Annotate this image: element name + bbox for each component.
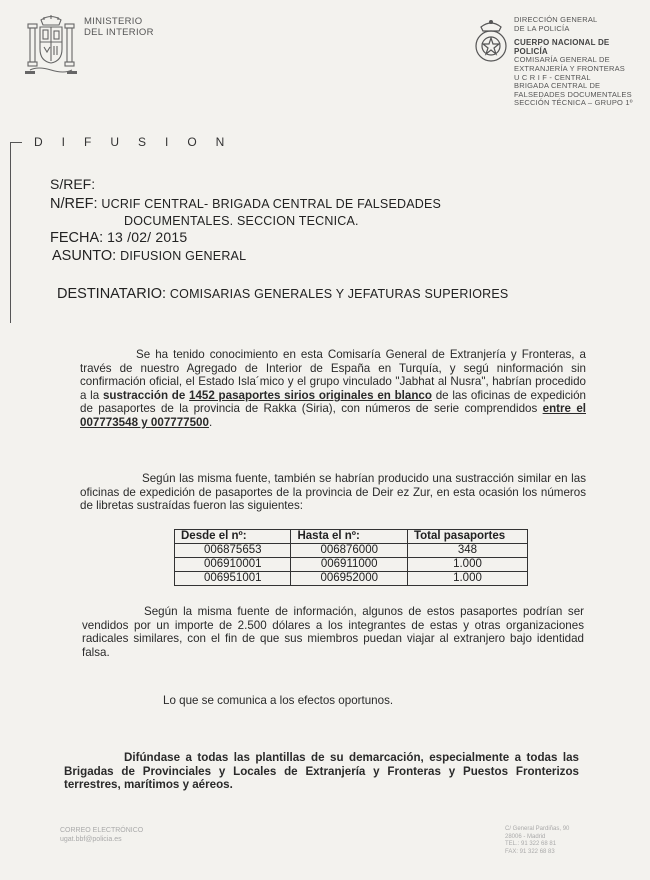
spain-coat-of-arms-icon <box>24 14 78 76</box>
police-header <box>470 14 645 134</box>
difusion-frame <box>10 142 22 323</box>
table-cell: 006876000 <box>291 544 407 558</box>
paragraph-sale-info: Según la misma fuente de información, algunos de estos pasaportes podrían ser vendidos por un importe de 2.500 dólares a los integrantes de estas y otras organizaciones radicales similares, con el fin de que sus miembros puedan viajar al extranjero bajo identidad falsa. <box>82 605 584 659</box>
destinatario-label: DESTINATARIO: <box>57 286 167 302</box>
column-header: Hasta el nº: <box>291 530 407 544</box>
nref-value: UCRIF CENTRAL- BRIGADA CENTRAL DE FALSEDADES <box>101 197 442 211</box>
sref-label: S/REF: <box>50 176 96 192</box>
paragraph-closing: Lo que se comunica a los efectos oportunos. <box>163 694 394 707</box>
paragraph-theft-report: Se ha tenido conocimiento en esta Comisaría General de Extranjería y Fronteras, a través de nuestro Agregado de Interior de España en Turquía, y segú ninformación sin confirmación oficial, el Estado Isla´mico y el grupo vinculado "Jabhat al Nusra", habrían procedido a la sustracción de 1452 pasaportes sirios originales en blanco de las oficinas de expedición de pasaportes de la provincia de Rakka (Siria), con números de serie comprendidos entre el 007773548 y 007777500. <box>80 348 586 429</box>
table-cell: 006952000 <box>291 572 407 586</box>
police-badge-icon <box>472 18 510 66</box>
paragraph-distribution: Difúndase a todas las plantillas de su demarcación, especialmente a todas las Brigadas de Provinciales y Locales de Extranjería y Fronteras y Puestos Fronterizos terrestres, marítimos y aéreos. <box>64 751 579 792</box>
asunto-label: ASUNTO: <box>52 248 117 264</box>
fecha-line <box>50 229 187 246</box>
table-cell: 006875653 <box>175 544 291 558</box>
table-cell: 1.000 <box>407 572 527 586</box>
column-header: Desde el nº: <box>175 530 291 544</box>
fecha-label: FECHA: <box>50 230 104 246</box>
nref-value-continued: DOCUMENTALES. SECCION TECNICA. <box>124 214 359 228</box>
table-cell: 348 <box>407 544 527 558</box>
table-cell: 006951001 <box>175 572 291 586</box>
passport-serials-table <box>174 529 528 586</box>
table-cell: 006911000 <box>291 558 407 572</box>
difusion-title: DIFUSION <box>34 135 244 149</box>
nref-line <box>50 195 441 212</box>
table-cell: 006910001 <box>175 558 291 572</box>
police-department-text: DIRECCIÓN GENERAL DE LA POLICÍA CUERPO NACIONAL DE POLICÍA COMISARÍA GENERAL DE EXTRANJERÍA Y FRONTERAS U C R I F - CENTRAL BRIGADA CENTRAL DE FALSEDADES DOCUMENTALES SECCIÓN TÉCNICA – GRUPO 1º <box>514 15 633 108</box>
footer-address: C/ General Pardiñas, 90 28006 - Madrid TEL.: 91 322 68 81 FAX: 91 322 68 83 <box>505 826 570 855</box>
ministry-name: MINISTERIO DEL INTERIOR <box>84 16 154 38</box>
table-row <box>175 572 528 586</box>
ministry-header <box>24 14 224 76</box>
destinatario-line <box>57 285 508 302</box>
nref-label: N/REF: <box>50 196 98 212</box>
column-header: Total pasaportes <box>407 530 527 544</box>
table-cell: 1.000 <box>407 558 527 572</box>
table-row <box>175 544 528 558</box>
table-header-row <box>175 530 528 544</box>
asunto-value: DIFUSION GENERAL <box>120 249 247 263</box>
paragraph-deir-ez-zur: Según las misma fuente, también se habrían producido una sustracción similar en las oficinas de expedición de pasaportes de la provincia de Deir ez Zur, en esta ocasión los números de libretas sustraídas fueron las siguientes: <box>80 472 586 513</box>
destinatario-value: COMISARIAS GENERALES Y JEFATURAS SUPERIORES <box>169 287 509 301</box>
table-row <box>175 558 528 572</box>
footer-contact-email: CORREO ELECTRÓNICO ugat.bbf@policia.es <box>60 827 144 843</box>
fecha-value: 13 /02/ 2015 <box>107 229 188 245</box>
asunto-line <box>52 247 246 264</box>
